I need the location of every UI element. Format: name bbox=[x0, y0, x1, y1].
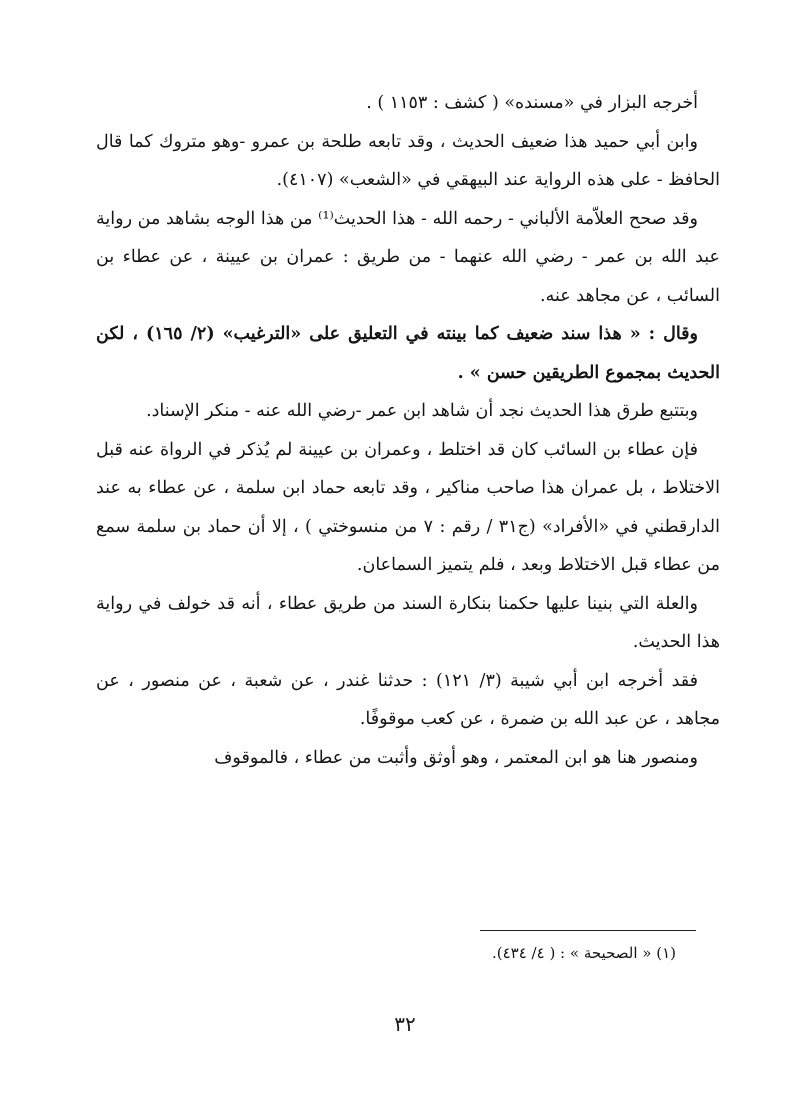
footnote-separator bbox=[480, 930, 696, 931]
paragraph-5: وبتتبع طرق هذا الحديث نجد أن شاهد ابن عمر -رضي الله عنه - منكر الإسناد. bbox=[146, 401, 698, 421]
paragraph-1: أخرجه البزار في «مسنده» ( كشف : ١١٥٣ ) . bbox=[366, 93, 698, 113]
footnote: (١) « الصحيحة » : ( ٤/ ٤٣٤). bbox=[491, 944, 676, 962]
paragraph-7: والعلة التي بنينا عليها حكمنا بنكارة السند من طريق عطاء ، أنه قد خولف في رواية هذا الحديث. bbox=[96, 593, 720, 652]
paragraph-3: وقد صحح العلاّمة الألباني - رحمه الله - هذا الحديث⁽¹⁾ من هذا الوجه بشاهد من رواية عبد الله بن عمر - رضي الله عنهما - من طريق : عمران بن عيينة ، عن عطاء بن السائب ، عن مجاهد عنه. bbox=[96, 208, 720, 306]
paragraph-8: فقد أخرجه ابن أبي شيبة (٣/ ١٢١) : حدثنا غندر ، عن شعبة ، عن منصور ، عن مجاهد ، عن عبد الله بن ضمرة ، عن كعب موقوفًا. bbox=[96, 670, 720, 729]
paragraph-4-quote: وقال : « هذا سند ضعيف كما بينته في التعليق على «الترغيب» (٢/ ١٦٥) ، لكن الحديث بمجموع الطريقين حسن » . bbox=[96, 324, 720, 383]
paragraph-6: فإن عطاء بن السائب كان قد اختلط ، وعمران بن عيينة لم يُذكر في الرواة عنه قبل الاختلاط ، بل عمران هذا صاحب مناكير ، وقد تابعه حماد ابن سلمة ، عن عطاء به عند الدارقطني في «الأفراد» (ج٣١ / رقم : ٧ من منسوختي ) ، إلا أن حماد بن سلمة سمع من عطاء قبل الاختلاط وبعد ، فلم يتميز السماعان. bbox=[96, 439, 720, 575]
main-text bbox=[96, 84, 720, 777]
page-number: ٣٢ bbox=[394, 1012, 416, 1036]
paragraph-9: ومنصور هنا هو ابن المعتمر ، وهو أوثق وأثبت من عطاء ، فالموقوف bbox=[214, 747, 698, 768]
paragraph-2: وابن أبي حميد هذا ضعيف الحديث ، وقد تابعه طلحة بن عمرو -وهو متروك كما قال الحافظ - على هذه الرواية عند البيهقي في «الشعب» (٤١٠٧). bbox=[96, 131, 720, 190]
